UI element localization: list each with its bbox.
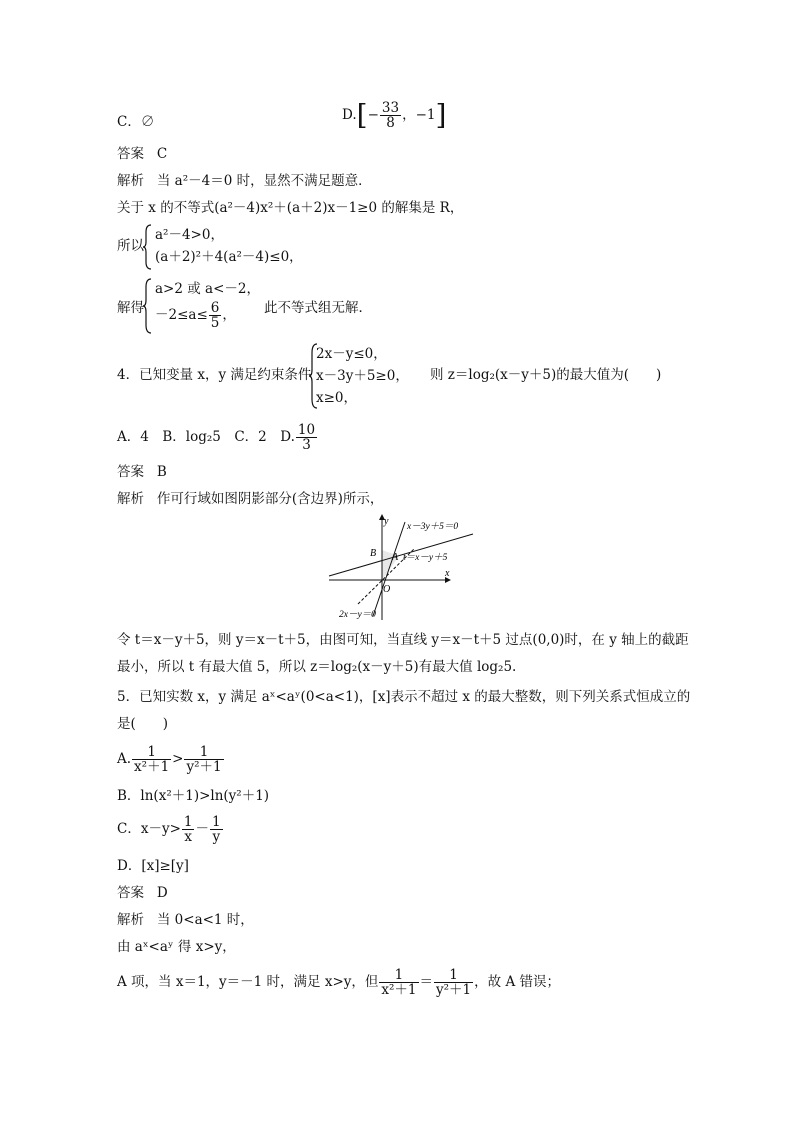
q3-analysis-line4-suffix: 此不等式组无解． [264,300,372,316]
q3-answer: 答案 C [117,146,168,162]
q3-system-1-row: a²－4>0， [155,227,224,243]
q3-system-1 [143,224,343,270]
q5-stem-line2: 是( ) [117,716,169,732]
line-x-3y-plus-5 [329,534,473,576]
q3-analysis-line1: 解析 当 a²－4＝0 时，显然不满足题意． [117,173,372,189]
q4-analysis-line2: 令 t＝x－y＋5，则 y＝x－t＋5，由图可知，当直线 y＝x－t＋5 过点(0,0)时，在 y 轴上的截距 [117,632,689,648]
graph-point-a-label: A [392,552,399,563]
q3-analysis-line4-prefix: 解得 [117,300,144,316]
q4-options: A．4 B．log₂5 C．2 D. $\frac{10}{3}$ [117,422,316,453]
q5-option-c: C．x－y> $\frac{1}{x}$ － $\frac{1}{y}$ [117,814,221,845]
q3-system-2-row: a>2 或 a<－2， [155,281,260,297]
q5-stem-line1: 5．已知实数 x，y 满足 aˣ<aʸ(0<a<1)，[x]表示不超过 x 的最大整数，则下列关系式恒成立的 [117,689,691,705]
q5-option-b: B．ln(x²＋1)>ln(y²＋1) [117,788,270,804]
brace-icon [143,224,153,270]
q3-system-2-row: －2≤a≤ $\frac{6}{5}$ ， [155,300,236,331]
graph-line2-label: t＝x－y＋5 [403,553,448,563]
graph-line3-label: 2x－y＝0 [339,610,376,620]
brace-icon [143,278,153,334]
q3-option-c: C．∅ [117,114,155,130]
feasible-region-graph [325,512,475,624]
q4-constraint-row: x≥0， [316,390,358,406]
q5-option-a: A. $\frac{1}{\text{x²＋1}}$ > $\frac{1}{\text{y²＋1}}$ [117,744,222,775]
q4-stem-suffix: 则 z＝log₂(x－y＋5)的最大值为( ) [430,367,662,383]
q3-option-d: D.[− $\frac{33}{8}$ ，−1] [342,98,447,132]
q5-analysis-line2: 由 aˣ<aʸ 得 x>y， [117,939,236,955]
q5-analysis-line3: A 项，当 x＝1，y＝－1 时，满足 x>y，但 $\frac{1}{\text{x²＋1}}$ ＝ $\frac{1}{\text{y²＋1}}$ ，故 A 错误； [117,967,560,998]
q4-constraints [309,343,409,409]
q4-answer: 答案 B [117,464,167,480]
q5-analysis-line1: 解析 当 0<a<1 时， [117,912,254,928]
graph-line1-label: x－3y＋5＝0 [407,522,459,532]
q3-analysis-line3-prefix: 所以 [117,238,144,254]
graph-point-b-label: B [370,548,377,559]
graph-x-label: x [445,568,450,579]
q4-analysis-line1: 解析 作可行域如图阴影部分(含边界)所示， [117,491,384,507]
graph-y-label: y [384,516,389,527]
q5-answer: 答案 D [117,885,168,901]
q4-constraint-row: 2x－y≤0， [316,346,387,362]
q4-stem-prefix: 4．已知变量 x，y 满足约束条件 [117,367,312,383]
q3-system-2 [143,278,273,334]
q4-constraint-row: x－3y＋5≥0， [316,368,409,384]
graph-origin-label: O [383,584,391,595]
q5-option-d: D．[x]≥[y] [117,858,189,874]
q3-analysis-line2: 关于 x 的不等式(a²－4)x²＋(a＋2)x－1≥0 的解集是 R， [117,200,464,216]
q4-analysis-line3: 最小，所以 t 有最大值 5，所以 z＝log₂(x－y＋5)有最大值 log₂5. [117,659,517,675]
q3-system-1-row: (a＋2)²＋4(a²－4)≤0， [155,249,303,265]
line-2x-minus-y [373,522,405,616]
